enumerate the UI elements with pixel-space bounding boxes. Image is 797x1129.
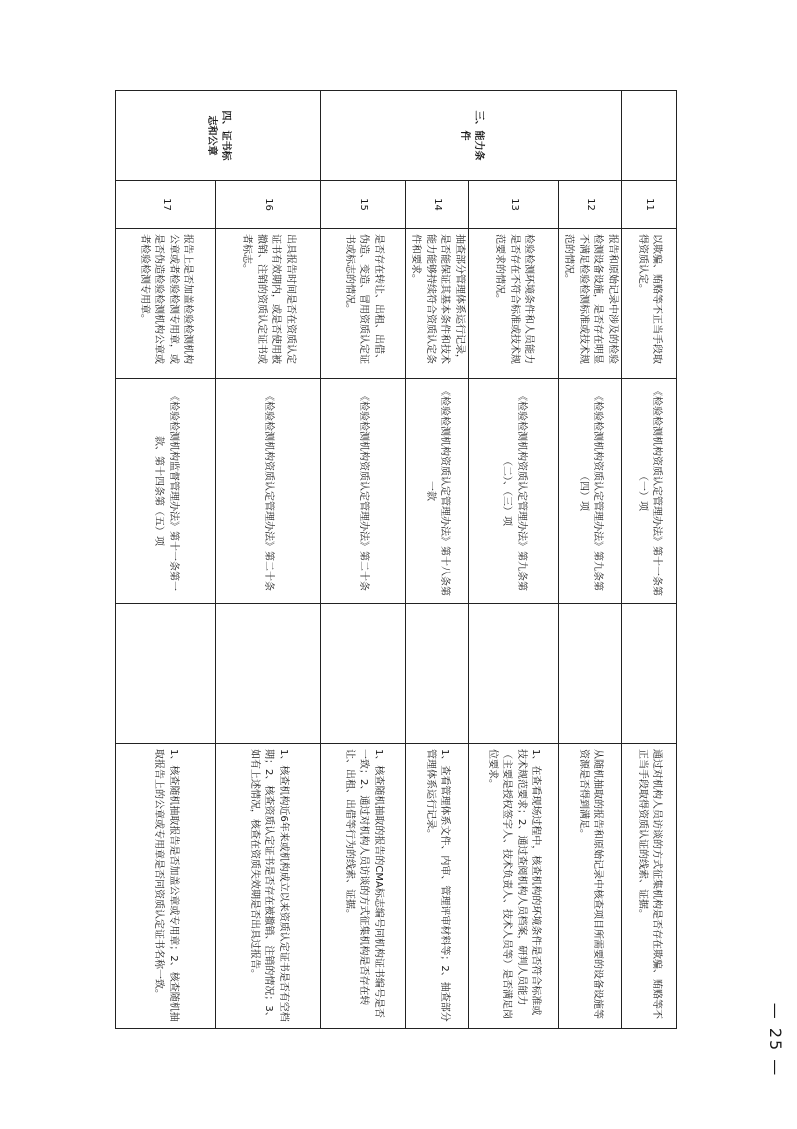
check-item: 以欺骗、贿赂等不正当手段取得资质认定。 <box>622 229 677 379</box>
legal-basis: 《检验检测机构资质认定管理办法》第十八条第一款 <box>406 379 469 604</box>
check-method: 1、核查随机抽取的报告的CMA标志编号同机构证书编号是否一致；2、通过对机构人员访谈的方式征集机构是否存在转让、出租、出借等行为的线索、证据。 <box>321 744 406 1029</box>
legal-basis: 《检验检测机构监督管理办法》第十一条第一款、第十四条第（五）项 <box>116 379 216 604</box>
table-row <box>321 91 406 1029</box>
blank-cell <box>216 604 321 744</box>
page-number: — 25 — <box>766 1002 785 1078</box>
check-method: 1、在查看现场过程中，核查机构的环境条件是否符合标准或技术规范要求；2、通过查阅机构人员档案，研判人员能力（主要是授权签字人、技术负责人、技术人员等）是否满足岗位要求。 <box>469 744 559 1029</box>
table-row <box>216 91 321 1029</box>
row-number: 13 <box>469 181 559 229</box>
table-row <box>406 91 469 1029</box>
category-cell <box>622 91 677 181</box>
blank-cell <box>406 604 469 744</box>
check-method: 从随机抽取的报告和原始记录中核查项目所需要的设备设施等资源是否得到满足。 <box>559 744 622 1029</box>
row-number: 12 <box>559 181 622 229</box>
check-item: 报告上是否加盖检验检测机构公章或者检验检测专用章，或是否伪造检验检测机构公章或者检验检测专用章。 <box>116 229 216 379</box>
check-item: 是否存在转让、出租、出借、伪造、变造、冒用资质认定证书或标志的情况。 <box>321 229 406 379</box>
table-row <box>116 91 216 1029</box>
blank-cell <box>469 604 559 744</box>
category-cell: 四、证书标志和公章 <box>116 91 321 181</box>
legal-basis: 《检验检测机构资质认定管理办法》第九条第（四）项 <box>559 379 622 604</box>
legal-basis: 《检验检测机构资质认定管理办法》第二十条 <box>321 379 406 604</box>
blank-cell <box>116 604 216 744</box>
row-number: 15 <box>321 181 406 229</box>
legal-basis: 《检验检测机构资质认定管理办法》第二十条 <box>216 379 321 604</box>
row-number: 11 <box>622 181 677 229</box>
check-method: 1、查看管理体系文件、内审、管理评审材料等；2、抽查部分管理体系运行记录。 <box>406 744 469 1029</box>
table-row <box>469 91 559 1029</box>
check-item: 抽查部分管理体系运行记录，是否能保证其基本条件和技术能力能够持续符合资质认定条件和要求。 <box>406 229 469 379</box>
check-method: 1、核查随机抽取报告是否加盖公章或专用章；2、核查随机抽取报告上的公章或专用章是否同资质认定证书名称一致。 <box>116 744 216 1029</box>
table-row <box>622 91 677 1029</box>
inspection-items-table <box>115 90 677 1029</box>
blank-cell <box>622 604 677 744</box>
check-item: 出具报告时间是否在资质认定证书有效期内，或是否使用被撤销、注销的资质认定证书或者标志。 <box>216 229 321 379</box>
blank-cell <box>321 604 406 744</box>
legal-basis: 《检验检测机构资质认定管理办法》第十一条第（一）项 <box>622 379 677 604</box>
row-number: 14 <box>406 181 469 229</box>
legal-basis: 《检验检测机构资质认定管理办法》第九条第（二）、（三）项 <box>469 379 559 604</box>
check-item: 报告和原始记录中涉及的检验检测设备设施，是否存在明显不满足检验检测标准或技术规范的情况。 <box>559 229 622 379</box>
check-item: 检验检测环境条件和人员能力是否存在不符合标准或技术规范要求的情况。 <box>469 229 559 379</box>
table-row <box>559 91 622 1029</box>
check-method: 1、核查机构近6年来或机构成立以来资质认定证书是否有空档期；2、核查资质认定证书是否存在被撤销、注销的情况；3、如有上述情况，核查在资质失效期是否出具过报告。 <box>216 744 321 1029</box>
row-number: 16 <box>216 181 321 229</box>
row-number: 17 <box>116 181 216 229</box>
check-method: 通过对机构人员访谈的方式征集机构是否存在欺骗、贿赂等不正当手段取得资质认证的线索、证据。 <box>622 744 677 1029</box>
category-cell: 三、能力条件 <box>321 91 622 181</box>
blank-cell <box>559 604 622 744</box>
